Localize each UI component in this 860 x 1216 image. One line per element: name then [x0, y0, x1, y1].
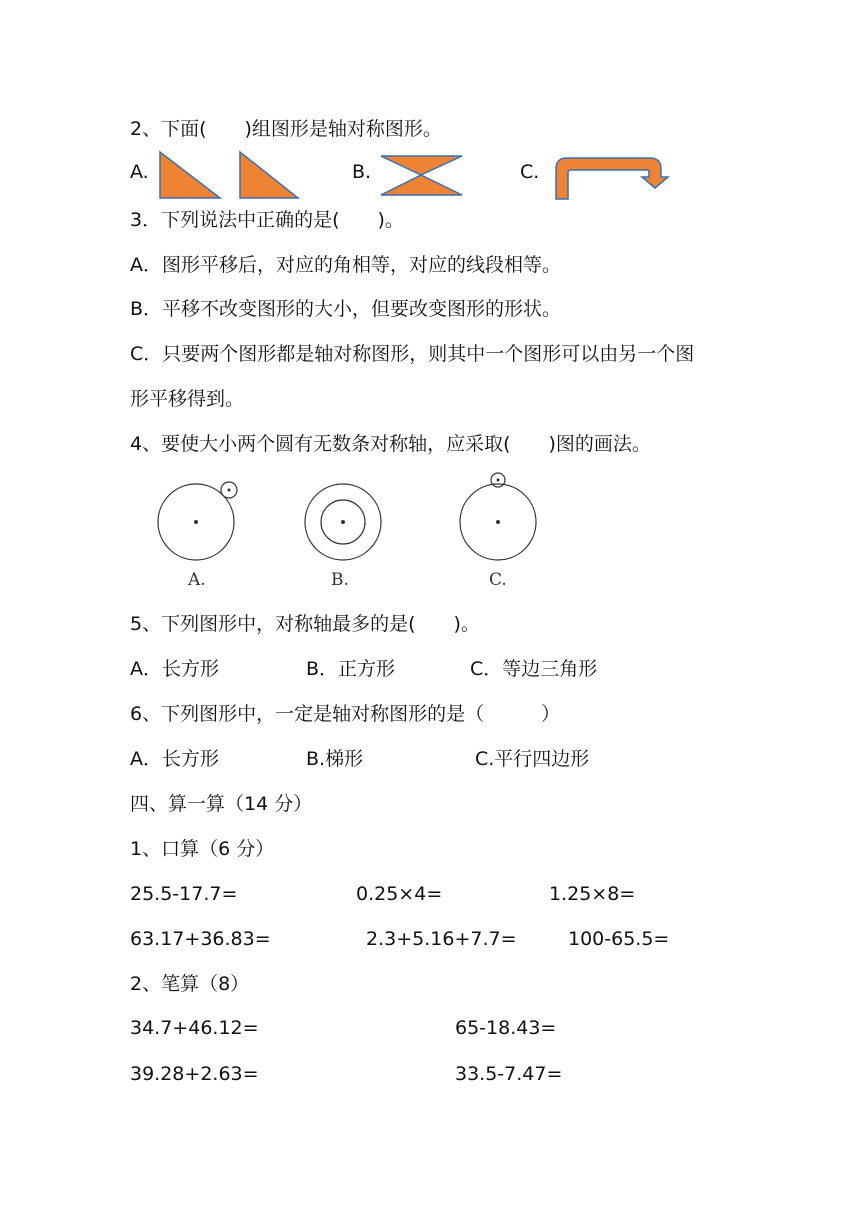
small-center-dot-a	[228, 489, 231, 492]
q4-caption-a: A.	[188, 570, 206, 590]
q2-option-c-label: C.	[520, 161, 540, 183]
q3-option-a: A．图形平移后，对应的角相等，对应的线段相等。	[130, 254, 561, 276]
oral-problem: 100-65.5=	[568, 928, 670, 950]
section4-title: 四、算一算（14 分）	[130, 793, 313, 815]
small-center-dot-c	[497, 479, 500, 482]
written-problem: 65-18.43=	[455, 1017, 557, 1039]
q4-stem: 4、要使大小两个圆有无数条对称轴，应采取( )图的画法。	[130, 433, 651, 455]
q4-caption-b: B.	[331, 570, 349, 590]
q5-option-a: A．长方形	[130, 658, 219, 680]
q2-option-c-figure	[553, 155, 673, 201]
oral-calc-title: 1、口算（6 分）	[130, 838, 275, 860]
oral-problem: 2.3+5.16+7.7=	[366, 928, 517, 950]
q6-stem: 6、下列图形中，一定是轴对称图形的是（ ）	[130, 703, 561, 725]
q2-option-a-figure	[158, 150, 303, 202]
q6-option-c: C.平行四边形	[475, 748, 590, 770]
oral-problem: 25.5-17.7=	[130, 883, 238, 905]
written-calc-title: 2、笔算（8）	[130, 973, 250, 995]
written-problem: 34.7+46.12=	[130, 1017, 259, 1039]
q4-caption-c: C.	[489, 570, 507, 590]
center-dot-b	[341, 520, 345, 524]
q5-stem: 5、下列图形中，对称轴最多的是( )。	[130, 613, 480, 635]
q2-stem: 2、下面( )组图形是轴对称图形。	[130, 118, 442, 140]
oral-problem: 63.17+36.83=	[130, 928, 271, 950]
q2-option-b-label: B.	[352, 161, 372, 183]
q3-stem: 3．下列说法中正确的是( )。	[130, 209, 404, 231]
q4-circle-figures	[150, 470, 550, 570]
q3-option-c-line1: C．只要两个图形都是轴对称图形，则其中一个图形可以由另一个图	[130, 343, 695, 365]
right-triangle-shape	[160, 152, 220, 198]
q6-option-b: B.梯形	[306, 748, 364, 770]
bent-arrow-shape	[556, 158, 668, 199]
q5-option-c: C．等边三角形	[470, 658, 598, 680]
q3-option-b: B．平移不改变图形的大小，但要改变图形的形状。	[130, 298, 562, 320]
q5-option-b: B．正方形	[306, 658, 396, 680]
center-dot-c	[496, 520, 500, 524]
q6-option-a: A．长方形	[130, 748, 219, 770]
hourglass-shape	[381, 156, 462, 195]
written-problem: 39.28+2.63=	[130, 1063, 259, 1085]
oral-problem: 0.25×4=	[356, 883, 443, 905]
q2-option-a-label: A.	[130, 161, 149, 183]
oral-problem: 1.25×8=	[549, 883, 636, 905]
written-problem: 33.5-7.47=	[455, 1063, 563, 1085]
right-triangle-shape	[240, 152, 298, 198]
q2-option-b-figure	[378, 153, 466, 199]
center-dot-a	[194, 520, 198, 524]
q3-option-c-line2: 形平移得到。	[130, 388, 245, 410]
